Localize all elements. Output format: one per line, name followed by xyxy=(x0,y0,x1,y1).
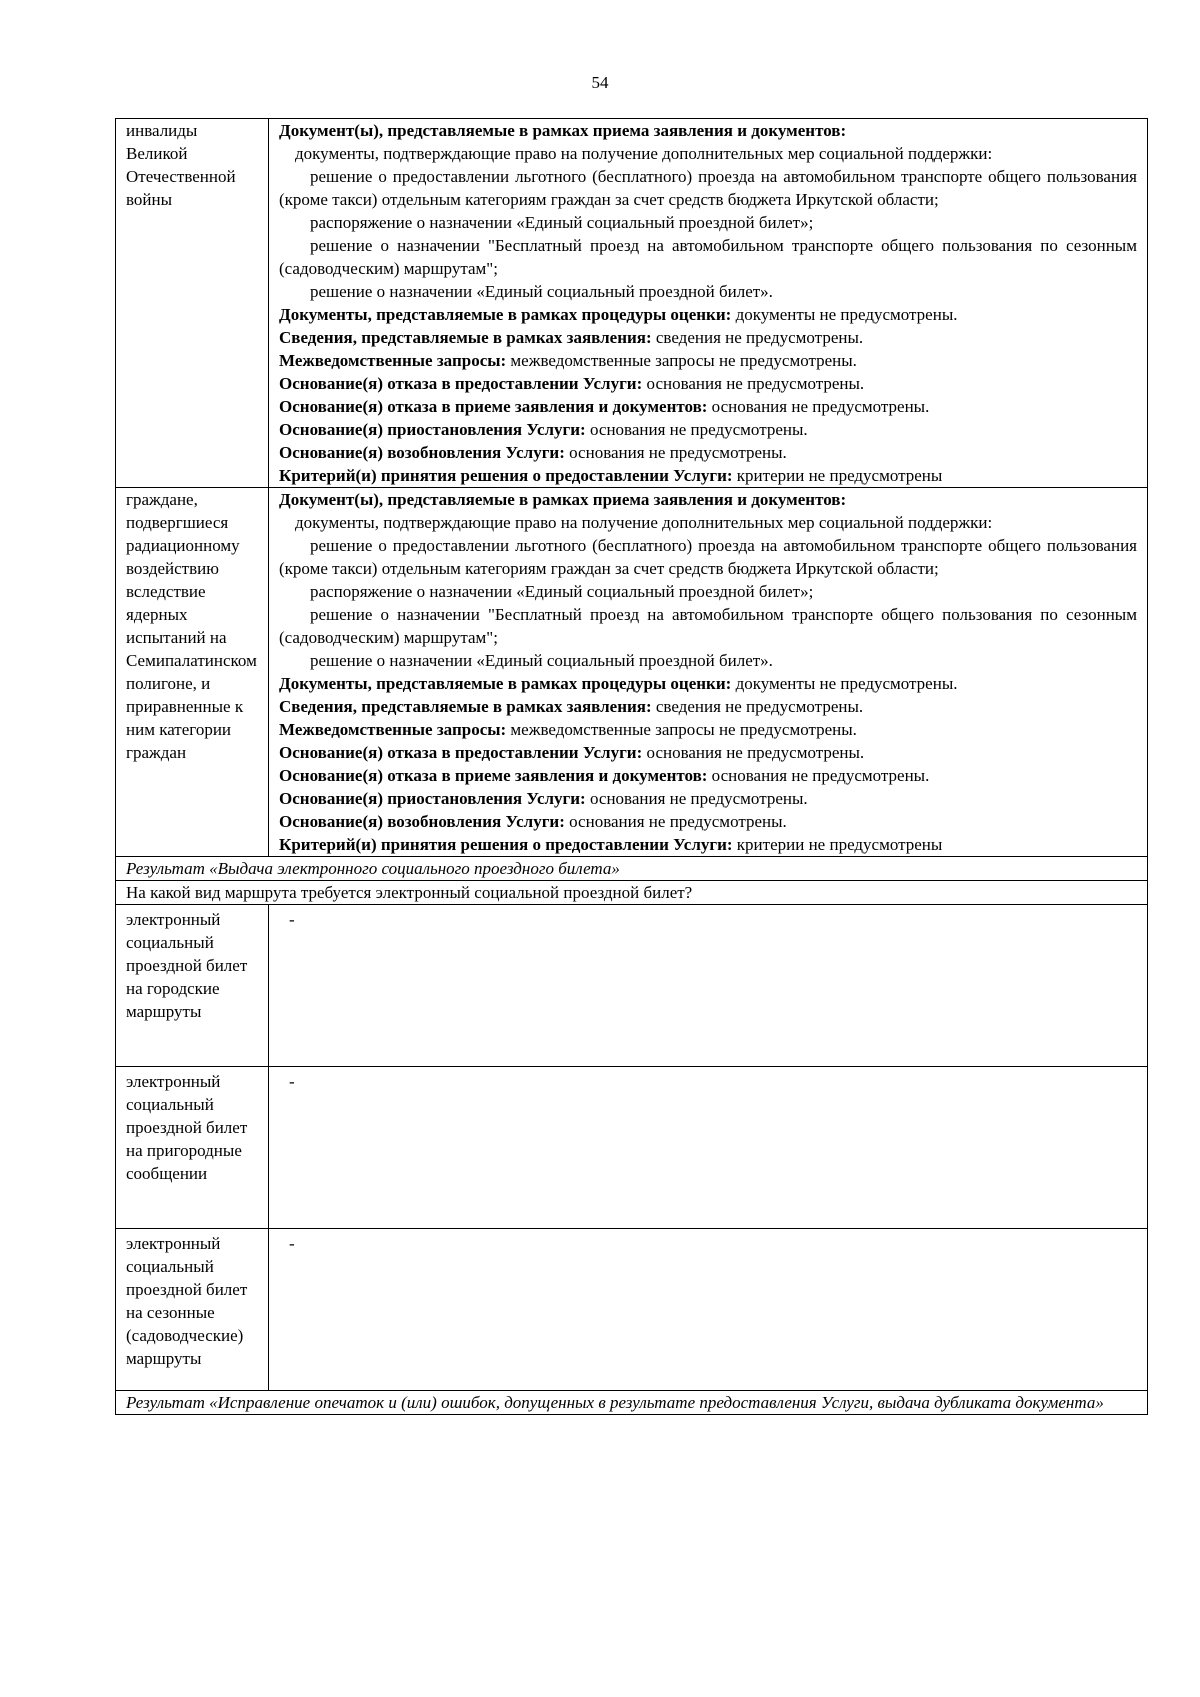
item-value: межведомственные запросы не предусмотрены. xyxy=(506,351,857,370)
result-row xyxy=(116,1391,1148,1415)
requirement-item xyxy=(279,787,1137,810)
item-label: Основание(я) приостановления Услуги: xyxy=(279,420,586,439)
page-number: 54 xyxy=(591,73,609,92)
item-label: Основание(я) возобновления Услуги: xyxy=(279,812,565,831)
requirement-item xyxy=(279,418,1137,441)
item-value: основания не предусмотрены. xyxy=(585,789,808,808)
item-value: сведения не предусмотрены. xyxy=(651,328,864,347)
item-value: основания не предусмотрены. xyxy=(707,766,930,785)
doc-decision-single-ticket: решение о назначении «Единый социальный проездной билет». xyxy=(310,282,773,301)
requirement-item xyxy=(279,672,1137,695)
requirement-item xyxy=(279,395,1137,418)
item-value: межведомственные запросы не предусмотрены. xyxy=(506,720,857,739)
route-row xyxy=(116,1229,1148,1391)
category-row xyxy=(116,488,1148,857)
requirements-cell xyxy=(269,119,1148,488)
requirement-item xyxy=(279,718,1137,741)
requirement-item xyxy=(279,303,1137,326)
docs-intro: документы, подтверждающие право на получение дополнительных мер социальной поддержки: xyxy=(295,144,993,163)
requirement-item xyxy=(279,349,1137,372)
doc-decision-single-ticket: решение о назначении «Единый социальный проездной билет». xyxy=(310,651,773,670)
doc-order-single-ticket: распоряжение о назначении «Единый социальный проездной билет»; xyxy=(310,582,814,601)
route-label: электронный социальный проездной билет на сезонные (садоводческие) маршруты xyxy=(116,1229,269,1391)
requirement-item xyxy=(279,441,1137,464)
requirement-item xyxy=(279,372,1137,395)
section-heading: Документ(ы), представляемые в рамках приема заявления и документов: xyxy=(279,121,847,140)
requirement-item xyxy=(279,326,1137,349)
route-value: - xyxy=(269,1229,1148,1391)
item-value: основания не предусмотрены. xyxy=(564,443,787,462)
result-row xyxy=(116,857,1148,881)
question-row xyxy=(116,881,1148,905)
item-label: Документы, представляемые в рамках процедуры оценки: xyxy=(279,674,732,693)
item-value: документы не предусмотрены. xyxy=(731,305,958,324)
requirement-item xyxy=(279,764,1137,787)
item-label: Критерий(и) принятия решения о предоставлении Услуги: xyxy=(279,466,733,485)
category-cell: граждане, подвергшиеся радиационному воздействию вследствие ядерных испытаний на Семипалатинском полигоне, и приравненные к ним категории граждан xyxy=(116,488,269,857)
item-value: критерии не предусмотрены xyxy=(732,835,943,854)
route-value: - xyxy=(269,1067,1148,1229)
category-row xyxy=(116,119,1148,488)
doc-decision-free-travel: решение о предоставлении льготного (бесплатного) проезда на автомобильном транспорте общего пользования (кроме такси) отдельным категориям граждан за счет средств бюджета Иркутской области; xyxy=(279,536,1137,578)
services-table xyxy=(115,118,1148,1415)
item-value: основания не предусмотрены. xyxy=(564,812,787,831)
result-correction: Результат «Исправление опечаток и (или) ошибок, допущенных в результате предоставления Услуги, выдача дубликата документа» xyxy=(116,1391,1148,1415)
requirement-item xyxy=(279,833,1137,856)
item-label: Сведения, представляемые в рамках заявления: xyxy=(279,328,652,347)
route-question: На какой вид маршрута требуется электронный социальной проездной билет? xyxy=(116,881,1148,905)
item-label: Основание(я) возобновления Услуги: xyxy=(279,443,565,462)
item-label: Межведомственные запросы: xyxy=(279,351,507,370)
item-label: Сведения, представляемые в рамках заявления: xyxy=(279,697,652,716)
requirement-item xyxy=(279,810,1137,833)
item-label: Документы, представляемые в рамках процедуры оценки: xyxy=(279,305,732,324)
item-value: критерии не предусмотрены xyxy=(732,466,943,485)
item-value: сведения не предусмотрены. xyxy=(651,697,864,716)
item-value: основания не предусмотрены. xyxy=(642,743,865,762)
doc-order-single-ticket: распоряжение о назначении «Единый социальный проездной билет»; xyxy=(310,213,814,232)
item-label: Основание(я) отказа в приеме заявления и документов: xyxy=(279,397,708,416)
item-label: Основание(я) отказа в предоставлении Услуги: xyxy=(279,374,643,393)
item-label: Основание(я) отказа в предоставлении Услуги: xyxy=(279,743,643,762)
doc-decision-seasonal: решение о назначении "Бесплатный проезд на автомобильном транспорте общего пользования по сезонным (садоводческим) маршрутам"; xyxy=(279,236,1137,278)
category-cell: инвалиды Великой Отечественной войны xyxy=(116,119,269,488)
route-label: электронный социальный проездной билет на пригородные сообщении xyxy=(116,1067,269,1229)
route-value: - xyxy=(269,905,1148,1067)
result-ticket: Результат «Выдача электронного социального проездного билета» xyxy=(116,857,1148,881)
route-row xyxy=(116,905,1148,1067)
route-row xyxy=(116,1067,1148,1229)
doc-decision-free-travel: решение о предоставлении льготного (бесплатного) проезда на автомобильном транспорте общего пользования (кроме такси) отдельным категориям граждан за счет средств бюджета Иркутской области; xyxy=(279,167,1137,209)
item-value: основания не предусмотрены. xyxy=(707,397,930,416)
item-label: Основание(я) отказа в приеме заявления и документов: xyxy=(279,766,708,785)
route-label: электронный социальный проездной билет на городские маршруты xyxy=(116,905,269,1067)
item-value: основания не предусмотрены. xyxy=(642,374,865,393)
doc-decision-seasonal: решение о назначении "Бесплатный проезд на автомобильном транспорте общего пользования по сезонным (садоводческим) маршрутам"; xyxy=(279,605,1137,647)
requirement-item xyxy=(279,695,1137,718)
requirement-item xyxy=(279,741,1137,764)
section-heading: Документ(ы), представляемые в рамках приема заявления и документов: xyxy=(279,490,847,509)
item-label: Межведомственные запросы: xyxy=(279,720,507,739)
requirement-item xyxy=(279,464,1137,487)
item-value: документы не предусмотрены. xyxy=(731,674,958,693)
item-value: основания не предусмотрены. xyxy=(585,420,808,439)
item-label: Основание(я) приостановления Услуги: xyxy=(279,789,586,808)
requirements-cell xyxy=(269,488,1148,857)
item-label: Критерий(и) принятия решения о предоставлении Услуги: xyxy=(279,835,733,854)
docs-intro: документы, подтверждающие право на получение дополнительных мер социальной поддержки: xyxy=(295,513,993,532)
